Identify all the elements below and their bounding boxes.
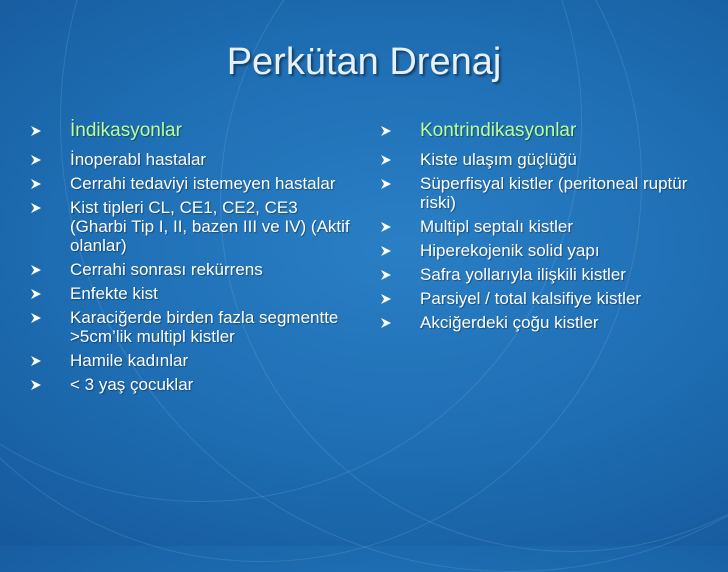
contraindication-item <box>380 265 710 284</box>
contraindication-item <box>380 241 710 260</box>
indication-item <box>30 260 352 279</box>
indication-item-label: İnoperabl hastalar <box>70 150 207 169</box>
contraindication-item-label: Akciğerdeki çoğu kistler <box>420 313 599 332</box>
indications-heading-label: İndikasyonlar <box>70 120 182 141</box>
contraindication-item-label: Safra yollarıyla ilişkili kistler <box>420 265 626 284</box>
indication-item-label: Cerrahi tedaviyi istemeyen hastalar <box>70 174 336 193</box>
contraindication-item <box>380 313 710 332</box>
indication-item-label: Cerrahi sonrası rekürrens <box>70 260 263 279</box>
indication-item-label: Enfekte kist <box>70 284 158 303</box>
contraindication-item-label: Parsiyel / total kalsifiye kistler <box>420 289 642 308</box>
arrowhead-bullet-icon <box>30 312 42 324</box>
indication-item-label: Hamile kadınlar <box>70 351 189 370</box>
indication-item-label: < 3 yaş çocuklar <box>70 375 194 394</box>
contraindication-item-label: Kiste ulaşım güçlüğü <box>420 150 577 169</box>
contraindication-item <box>380 217 710 236</box>
contraindication-item <box>380 150 710 169</box>
arrowhead-bullet-icon <box>380 125 392 137</box>
contraindication-item <box>380 289 710 308</box>
arrowhead-bullet-icon <box>380 154 392 166</box>
arrowhead-bullet-icon <box>380 293 392 305</box>
arrowhead-bullet-icon <box>30 154 42 166</box>
contraindication-item-label: Süperfisyal kistler (peritoneal ruptür riski) <box>420 174 688 212</box>
contraindication-item-label: Multipl septalı kistler <box>420 217 574 236</box>
arrowhead-bullet-icon <box>30 202 42 214</box>
arrowhead-bullet-icon <box>30 264 42 276</box>
contraindication-item <box>380 174 710 212</box>
contraindications-heading <box>380 120 710 142</box>
indication-item <box>30 198 352 255</box>
indications-column <box>30 120 352 399</box>
arrowhead-bullet-icon <box>30 178 42 190</box>
arrowhead-bullet-icon <box>30 288 42 300</box>
arrowhead-bullet-icon <box>30 379 42 391</box>
indication-item <box>30 375 352 394</box>
slide-title: Perkütan Drenaj <box>226 41 502 83</box>
arrowhead-bullet-icon <box>30 355 42 367</box>
indication-item <box>30 284 352 303</box>
arrowhead-bullet-icon <box>30 125 42 137</box>
indication-item <box>30 351 352 370</box>
arrowhead-bullet-icon <box>380 269 392 281</box>
contraindications-heading-label: Kontrindikasyonlar <box>420 120 577 141</box>
contraindication-item-label: Hiperekojenik solid yapı <box>420 241 600 260</box>
indication-item <box>30 150 352 169</box>
indications-heading <box>30 120 352 142</box>
indication-item-label: Karaciğerde birden fazla segmentte >5cm’lik multipl kistler <box>70 308 339 346</box>
indication-item <box>30 308 352 346</box>
indication-item-label: Kist tipleri CL, CE1, CE2, CE3 (Gharbi Tip I, II, bazen III ve IV) (Aktif olanlar) <box>70 198 350 255</box>
indication-item <box>30 174 352 193</box>
arrowhead-bullet-icon <box>380 317 392 329</box>
arrowhead-bullet-icon <box>380 221 392 233</box>
contraindications-column <box>380 120 710 337</box>
arrowhead-bullet-icon <box>380 178 392 190</box>
arrowhead-bullet-icon <box>380 245 392 257</box>
